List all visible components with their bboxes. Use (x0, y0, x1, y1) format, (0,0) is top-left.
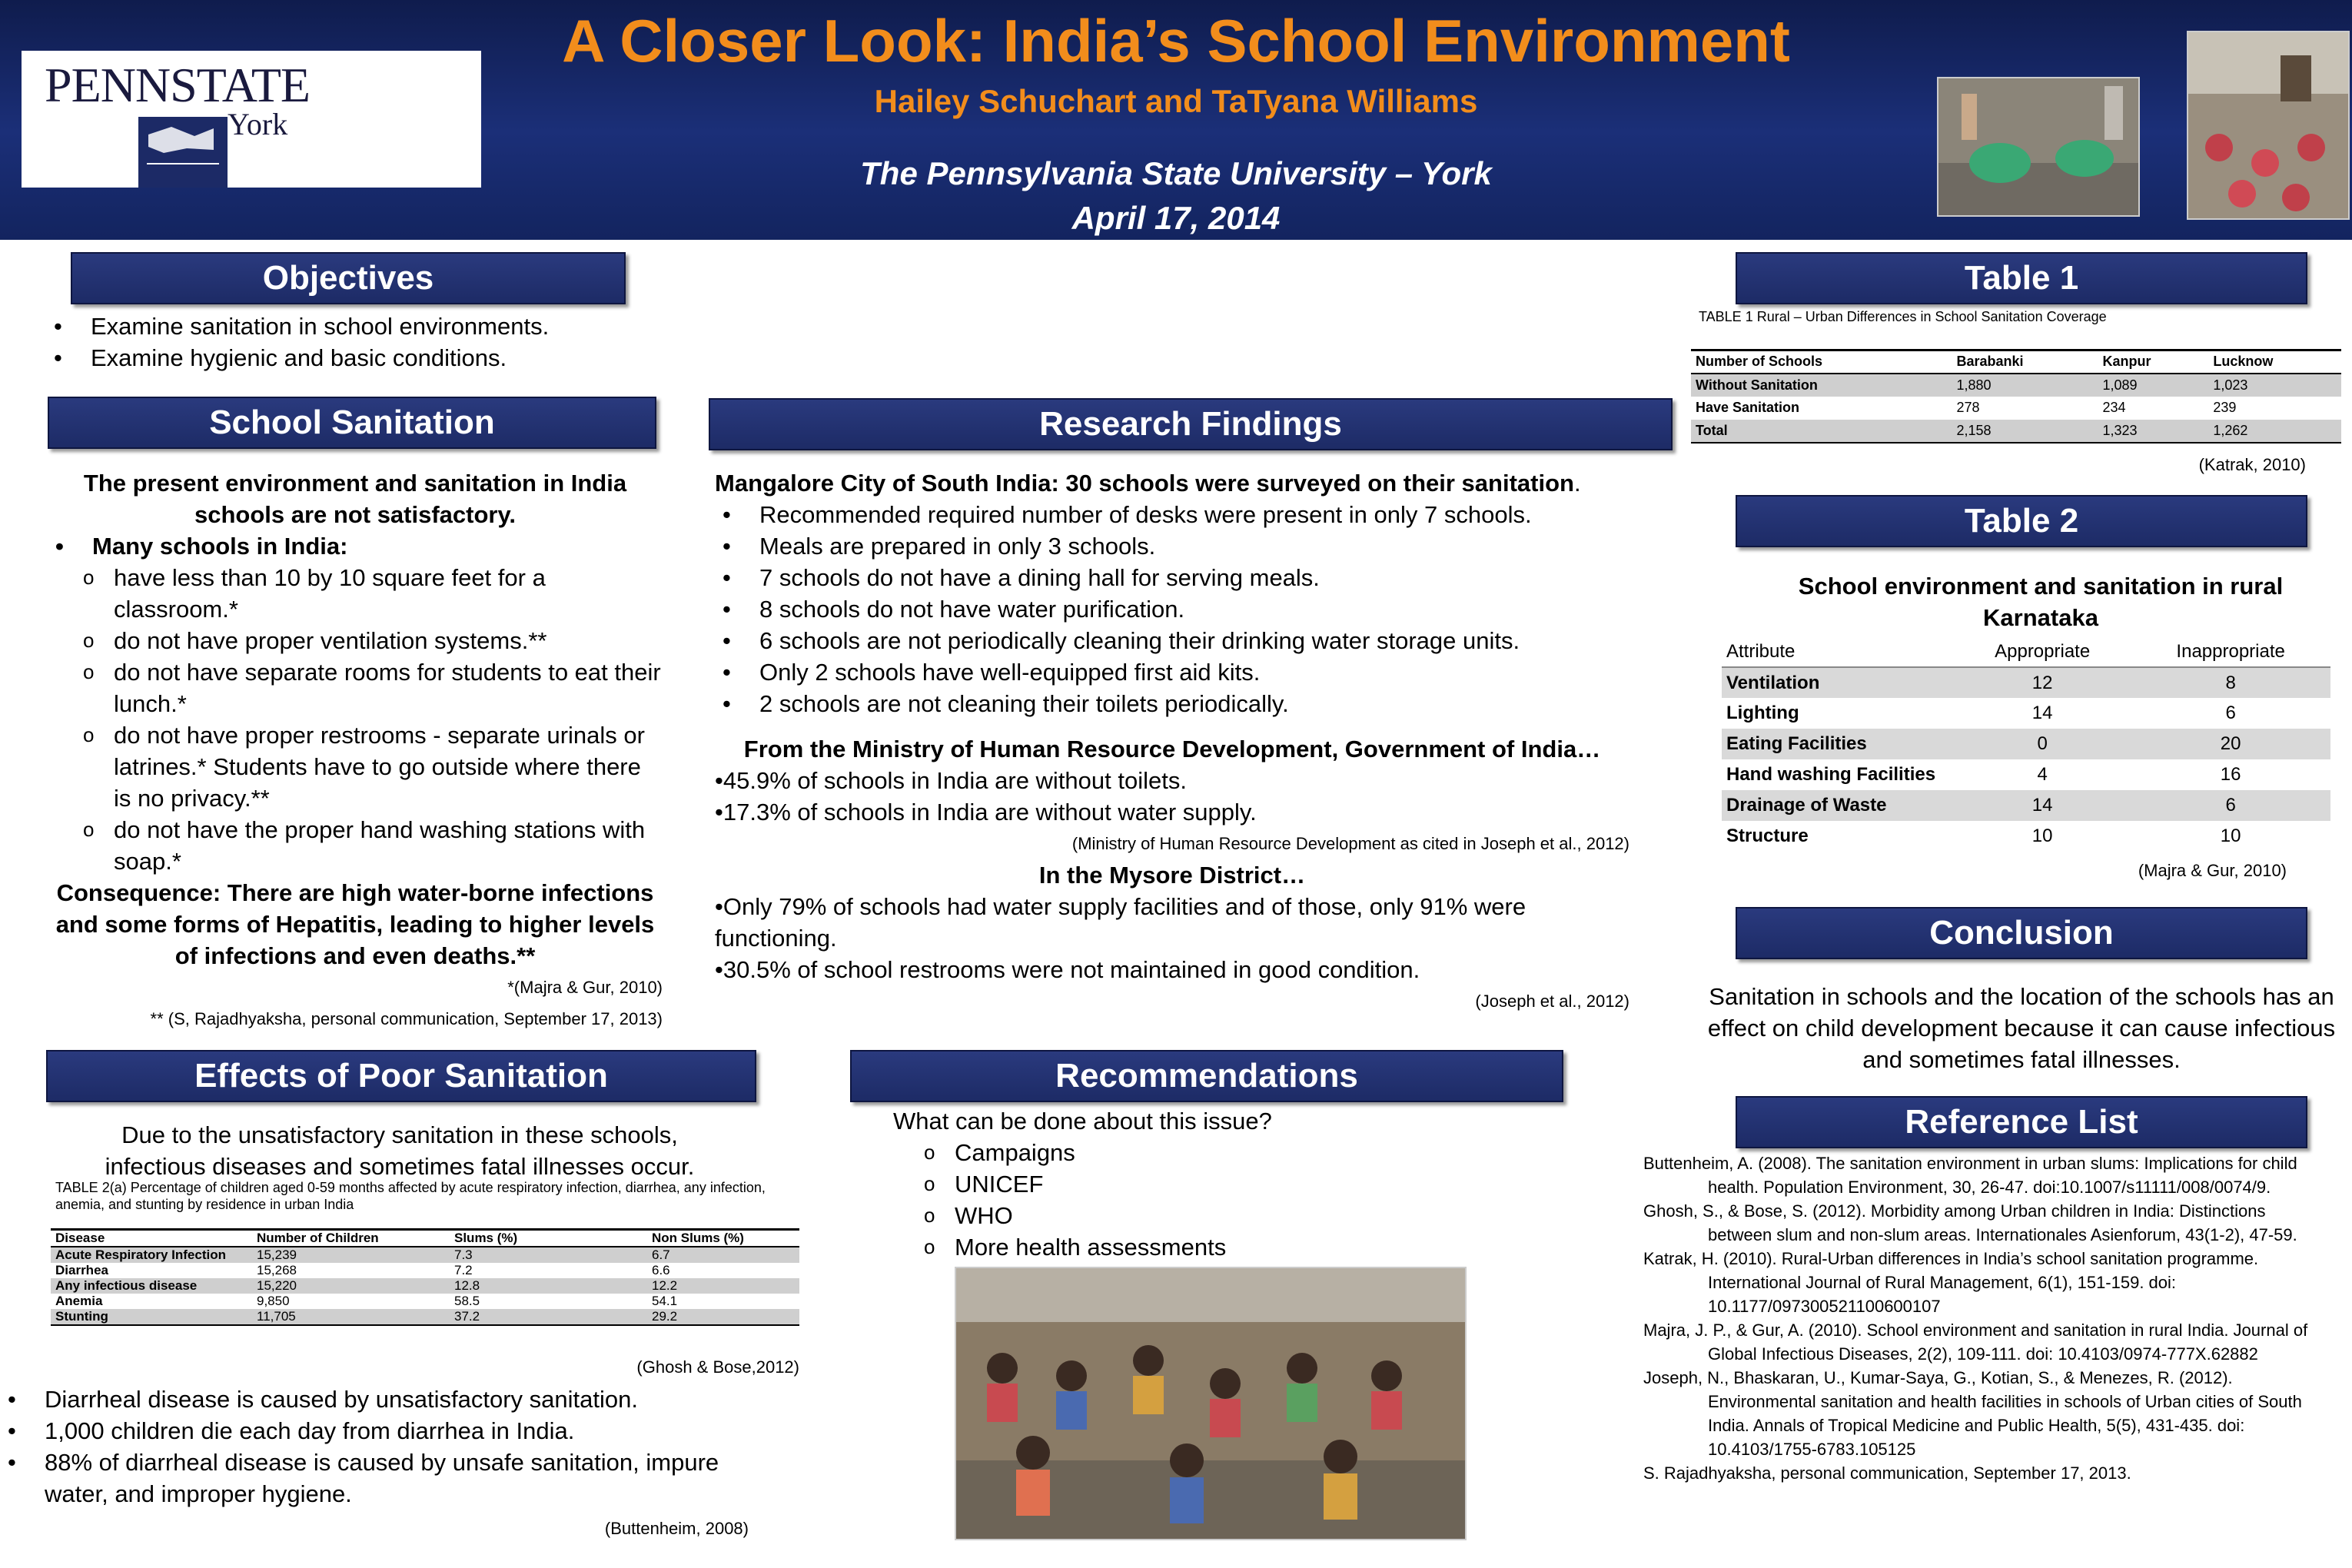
table-cell: 239 (2213, 400, 2237, 415)
table2-col-header: Inappropriate (2176, 640, 2285, 662)
conclusion-heading: Conclusion (1736, 907, 2307, 959)
table-cell: 15,239 (257, 1247, 297, 1262)
mysore-heading: In the Mysore District… (1038, 862, 1306, 889)
table-cell: 12 (2031, 672, 2053, 693)
research-findings-body (715, 467, 1629, 1017)
table-cell: Ventilation (1726, 672, 1820, 693)
table2-col-header: Attribute (1726, 640, 1796, 662)
citation: (Katrak, 2010) (2198, 455, 2306, 474)
table-row (51, 1309, 799, 1325)
effects-heading: Effects of Poor Sanitation (46, 1050, 756, 1102)
poster-date: April 17, 2014 (1071, 200, 1281, 236)
citation: ** (S, Rajadhyaksha, personal communication, September 17, 2013) (150, 1009, 663, 1028)
table-row (1691, 420, 2341, 443)
classroom-photo (2187, 31, 2350, 220)
research-item: • 2 schools are not cleaning their toilets periodically. (715, 688, 1629, 719)
research-lead: Mangalore City of South India: 30 schools were surveyed on their sanitation (715, 470, 1574, 497)
table-cell: 15,268 (257, 1263, 297, 1277)
research-item: • 6 schools are not periodically cleaning their drinking water storage units. (715, 625, 1629, 656)
citation: (Joseph et al., 2012) (1475, 992, 1629, 1011)
table-cell: 7.3 (454, 1247, 473, 1262)
table-cell: Anemia (55, 1294, 103, 1308)
effects-col-header: Non Slums (%) (652, 1231, 744, 1245)
objectives-list (46, 311, 661, 374)
ministry-heading: From the Ministry of Human Resource Development, Government of India… (743, 736, 1601, 762)
research-lead-end: . (1573, 470, 1581, 497)
consequence-text: Consequence: There are high water-borne infections and some forms of Hepatitis, leading to higher levels of infections and even deaths.** (55, 879, 655, 969)
table-cell: 1,023 (2213, 377, 2248, 393)
table-row (51, 1263, 799, 1278)
ministry-item: •17.3% of schools in India are without water supply. (715, 799, 1257, 826)
school-children-photo (955, 1267, 1467, 1540)
sanitation-sub-item: o have less than 10 by 10 square feet for a classroom.* (48, 562, 663, 625)
school-sanitation-body (48, 467, 663, 1035)
school-sanitation-bullet: • Many schools in India: (48, 530, 663, 562)
mysore-item: •30.5% of school restrooms were not maintained in good condition. (715, 956, 1420, 983)
recommendation-item: o UNICEF (889, 1168, 1508, 1200)
table-row (1722, 821, 2330, 852)
table-cell: 16 (2220, 764, 2241, 785)
table-cell: 14 (2031, 795, 2053, 816)
table-row (1722, 790, 2330, 821)
table-cell: Have Sanitation (1696, 400, 1800, 415)
table1-col-header: Barabanki (1956, 354, 2024, 370)
table-cell: 8 (2225, 672, 2236, 693)
table-cell: Without Sanitation (1696, 377, 1818, 393)
logo-campus-name: York (228, 107, 288, 141)
table-cell: 54.1 (652, 1294, 678, 1308)
table-cell: 6.7 (652, 1247, 670, 1262)
reference-item: Katrak, H. (2010). Rural-Urban differences in India’s school sanitation programme. International Journal of Rural Management, 6(1), 151-159. doi: 10.1177/097300521100600107 (1643, 1249, 2259, 1316)
table-cell: 6 (2225, 795, 2236, 816)
table-cell: 1,089 (2102, 377, 2138, 393)
table1-col-header: Kanpur (2102, 354, 2151, 370)
reference-item: Ghosh, S., & Bose, S. (2012). Morbidity among Urban children in India: Distinctions between slum and non-slum areas. Internationales Asienforum, 43(1-2), 47-59. (1643, 1201, 2297, 1244)
effects-table-caption: TABLE 2(a) Percentage of children aged 0-59 months affected by acute respiratory infection, diarrhea, any infection, anemia, and stunting by residence in urban India (55, 1180, 766, 1212)
recommendation-item: o WHO (889, 1200, 1508, 1231)
school-sanitation-heading: School Sanitation (48, 397, 656, 449)
recommendation-item: o Campaigns (889, 1137, 1508, 1168)
reference-item: S. Rajadhyaksha, personal communication, September 17, 2013. (1643, 1463, 2131, 1483)
table-row (51, 1278, 799, 1294)
table2-caption: School environment and sanitation in rural Karnataka (1798, 573, 2284, 631)
table-cell: Stunting (55, 1309, 108, 1324)
table-row (1722, 729, 2330, 759)
effects-col-header: Disease (55, 1231, 105, 1245)
table-cell: Eating Facilities (1726, 733, 1867, 754)
poster-header (0, 0, 2352, 240)
citation: (Buttenheim, 2008) (604, 1519, 749, 1538)
table1-col-header: Number of Schools (1696, 354, 1823, 370)
recommendations-heading: Recommendations (850, 1050, 1563, 1102)
table1-heading: Table 1 (1736, 252, 2307, 304)
table-cell: 1,262 (2213, 422, 2248, 438)
table1-caption: TABLE 1 Rural – Urban Differences in School Sanitation Coverage (1699, 309, 2107, 324)
school-sanitation-intro: The present environment and sanitation in India schools are not satisfactory. (83, 470, 627, 528)
table-row (51, 1294, 799, 1309)
effects-col-header: Number of Children (257, 1231, 379, 1245)
table-row (1691, 397, 2341, 420)
table-cell: 278 (1956, 400, 1980, 415)
table-cell: 1,323 (2102, 422, 2138, 438)
ministry-item: •45.9% of schools in India are without toilets. (715, 767, 1187, 794)
effects-item: • 1,000 children die each day from diarrhea in India. (0, 1415, 738, 1447)
table-cell: 15,220 (257, 1278, 297, 1293)
table-cell: 58.5 (454, 1294, 480, 1308)
research-item: • 7 schools do not have a dining hall for serving meals. (715, 562, 1629, 593)
shield-icon (138, 117, 228, 188)
table-cell: 2,158 (1956, 422, 1992, 438)
table-cell: 29.2 (652, 1309, 678, 1324)
table-cell: Hand washing Facilities (1726, 764, 1936, 785)
reference-item: Majra, J. P., & Gur, A. (2010). School environment and sanitation in rural India. Journal of Global Infectious Diseases, 2(2), 109-111. doi: 10.4103/0974-777X.62882 (1643, 1321, 2308, 1364)
table-cell: 20 (2220, 733, 2241, 754)
table-cell: 4 (2037, 764, 2048, 785)
effects-item: • 88% of diarrheal disease is caused by unsafe sanitation, impure water, and improper hygiene. (0, 1447, 738, 1510)
sanitation-sub-item: o do not have separate rooms for students to eat their lunch.* (48, 656, 663, 719)
table-cell: Diarrhea (55, 1263, 108, 1277)
table-cell: Structure (1726, 826, 1809, 846)
objective-item: • Examine hygienic and basic conditions. (46, 342, 661, 374)
sanitation-sub-item: o do not have proper ventilation systems.** (48, 625, 663, 656)
table-row (1722, 759, 2330, 790)
table-cell: 12.2 (652, 1278, 678, 1293)
citation: (Majra & Gur, 2010) (2138, 861, 2287, 880)
poster-title: A Closer Look: India’s School Environment (562, 7, 1790, 75)
table-cell: 14 (2031, 703, 2053, 723)
table1 (1691, 349, 2341, 443)
table-cell: Any infectious disease (55, 1278, 198, 1293)
table-cell: 234 (2102, 400, 2126, 415)
table-cell: Total (1696, 422, 1728, 438)
recommendations-body (893, 1105, 1508, 1263)
citation: *(Majra & Gur, 2010) (507, 978, 663, 997)
effects-intro: Due to the unsatisfactory sanitation in these schools, infectious diseases and sometimes fatal illnesses occur. (105, 1121, 695, 1180)
table-cell: Lighting (1726, 703, 1799, 723)
table-cell: Drainage of Waste (1726, 795, 1887, 816)
effects-col-header: Slums (%) (454, 1231, 518, 1245)
pennstate-logo (22, 51, 481, 188)
research-findings-heading: Research Findings (709, 398, 1673, 450)
effects-item: • Diarrheal disease is caused by unsatisfactory sanitation. (0, 1384, 738, 1415)
table1-col-header: Lucknow (2213, 354, 2274, 370)
table-cell: Acute Respiratory Infection (55, 1247, 226, 1262)
table-cell: 6.6 (652, 1263, 670, 1277)
table-cell: 10 (2220, 826, 2241, 846)
reference-item: Buttenheim, A. (2008). The sanitation environment in urban slums: Implications for child health. Population Environment, 30, 26-47. doi:10.1007/s11111/008/0074/9. (1643, 1154, 2297, 1197)
reference-item: Joseph, N., Bhaskaran, U., Kumar-Saya, G., Kotian, S., & Menezes, R. (2012). Environmental sanitation and health facilities in schools of Urban cities of South India. Annals of Tropical Medicine and Public Health, 5(5), 431-435. doi: 10.4103/1755-6783.105125 (1643, 1368, 2302, 1459)
table-row (1691, 374, 2341, 397)
table2-col-header: Appropriate (1995, 640, 2091, 662)
table-cell: 7.2 (454, 1263, 473, 1277)
sanitation-sub-item: o do not have the proper hand washing stations with soap.* (48, 814, 663, 877)
effects-table (51, 1228, 799, 1326)
table2 (1722, 636, 2330, 852)
table-cell: 0 (2037, 733, 2048, 754)
research-item: • Meals are prepared in only 3 schools. (715, 530, 1629, 562)
conclusion-text: Sanitation in schools and the location of the schools has an effect on child development because it can cause infectious and sometimes fatal illnesses. (1707, 983, 2336, 1073)
table-cell: 1,880 (1956, 377, 1992, 393)
research-item: • Only 2 schools have well-equipped first aid kits. (715, 656, 1629, 688)
reference-list-heading: Reference List (1736, 1096, 2307, 1148)
recommendation-item: o More health assessments (889, 1231, 1508, 1263)
table2-heading: Table 2 (1736, 495, 2307, 547)
citation: (Ghosh & Bose,2012) (636, 1357, 799, 1377)
toilet-photo (1937, 77, 2140, 217)
recommendations-question: What can be done about this issue? (893, 1108, 1272, 1134)
poster-institution: The Pennsylvania State University – York (860, 155, 1492, 191)
mysore-item: •Only 79% of schools had water supply facilities and of those, only 91% were functioning. (715, 893, 1526, 952)
logo-wordmark: PENNSTATE (45, 58, 310, 112)
citation: (Ministry of Human Resource Development as cited in Joseph et al., 2012) (1071, 834, 1629, 853)
research-item: • Recommended required number of desks were present in only 7 schools. (715, 499, 1629, 530)
table-cell: 6 (2225, 703, 2236, 723)
table-row (51, 1247, 799, 1263)
sanitation-sub-item: o do not have proper restrooms - separate urinals or latrines.* Students have to go outside where there is no privacy.** (48, 719, 663, 814)
table-row (1722, 698, 2330, 729)
effects-list (0, 1384, 738, 1510)
research-item: • 8 schools do not have water purification. (715, 593, 1629, 625)
objective-item: • Examine sanitation in school environments. (46, 311, 661, 342)
poster-authors: Hailey Schuchart and TaTyana Williams (874, 83, 1478, 119)
table-cell: 37.2 (454, 1309, 480, 1324)
reference-list (1643, 1151, 2312, 1485)
table-cell: 9,850 (257, 1294, 290, 1308)
table-row (1722, 667, 2330, 698)
table-cell: 12.8 (454, 1278, 480, 1293)
table-cell: 10 (2031, 826, 2053, 846)
table-cell: 11,705 (257, 1309, 296, 1324)
objectives-heading: Objectives (71, 252, 626, 304)
